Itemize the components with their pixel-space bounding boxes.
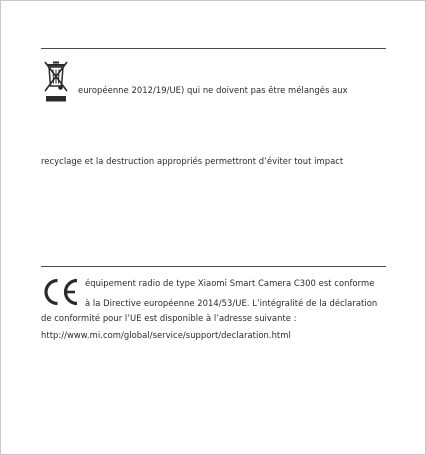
top-divider (41, 48, 386, 49)
ce-text-line-2: à la Directive européenne 2014/53/UE. L’intégralité de la déclaration (85, 298, 378, 308)
ce-mark-icon (42, 277, 80, 307)
weee-text-line-1: européenne 2012/19/UE) qui ne doivent pas être mélangés aux (78, 85, 348, 95)
middle-divider (41, 266, 386, 267)
ce-text-line-1: équipement radio de type Xiaomi Smart Camera C300 est conforme (85, 278, 375, 288)
weee-text-line-2: recyclage et la destruction appropriés permettront d’éviter tout impact (41, 156, 344, 166)
crossed-out-wheeled-bin-icon (43, 59, 69, 105)
ce-text-line-3: de conformité pour l’UE est disponible à l’adresse suivante : (41, 313, 297, 323)
declaration-url: http://www.mi.com/global/service/support/declaration.html (41, 330, 291, 340)
